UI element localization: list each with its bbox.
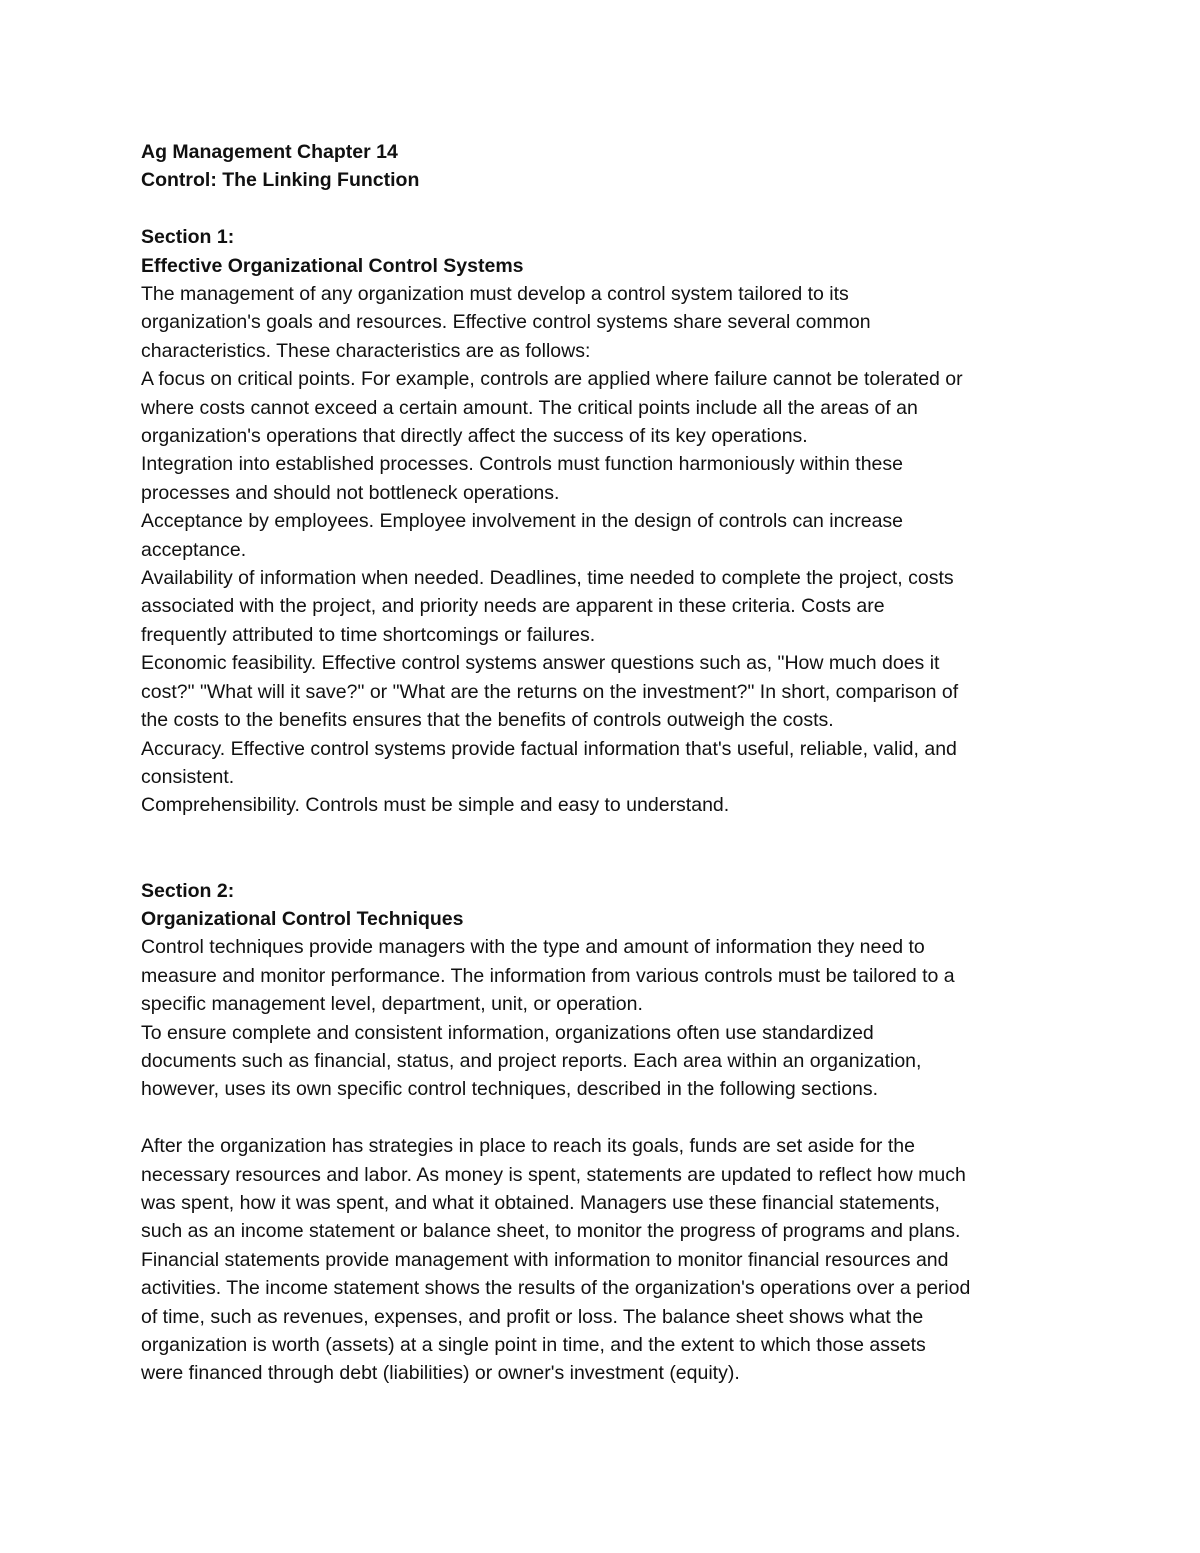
body-line: frequently attributed to time shortcomings or failures.: [141, 623, 596, 646]
section-1-heading: Effective Organizational Control Systems: [141, 254, 524, 277]
body-line: measure and monitor performance. The information from various controls must be tailored to a: [141, 964, 955, 987]
body-line: associated with the project, and priority needs are apparent in these criteria. Costs are: [141, 595, 885, 618]
body-line: documents such as financial, status, and project reports. Each area within an organization,: [141, 1049, 922, 1072]
body-line: such as an income statement or balance sheet, to monitor the progress of programs and plans.: [141, 1220, 961, 1243]
body-line: Economic feasibility. Effective control systems answer questions such as, "How much does it: [141, 652, 940, 675]
body-line: After the organization has strategies in place to reach its goals, funds are set aside for the: [141, 1135, 915, 1158]
body-line: Comprehensibility. Controls must be simple and easy to understand.: [141, 794, 730, 817]
body-line: were financed through debt (liabilities) or owner's investment (equity).: [141, 1362, 740, 1385]
body-line: A focus on critical points. For example, controls are applied where failure cannot be tolerated or: [141, 368, 963, 391]
body-line: however, uses its own specific control techniques, described in the following sections.: [141, 1078, 879, 1101]
document-title: Ag Management Chapter 14: [141, 141, 398, 163]
body-line: characteristics. These characteristics are as follows:: [141, 339, 591, 362]
body-line: processes and should not bottleneck operations.: [141, 481, 560, 504]
body-line: To ensure complete and consistent information, organizations often use standardized: [141, 1021, 874, 1044]
document-page: [141, 138, 1071, 1388]
body-line: consistent.: [141, 765, 235, 788]
body-line: where costs cannot exceed a certain amount. The critical points include all the areas of an: [141, 396, 918, 419]
section-1: [141, 223, 1071, 820]
section-1-label: Section 1:: [141, 226, 235, 249]
body-line: acceptance.: [141, 538, 247, 561]
spacer: [141, 195, 1071, 223]
body-line: the costs to the benefits ensures that the benefits of controls outweigh the costs.: [141, 709, 834, 732]
body-line: The management of any organization must develop a control system tailored to its: [141, 283, 849, 306]
body-line: Financial statements provide management with information to monitor financial resources and: [141, 1248, 949, 1271]
body-line: Availability of information when needed. Deadlines, time needed to complete the project, costs: [141, 567, 954, 590]
body-line: organization's goals and resources. Effective control systems share several common: [141, 311, 871, 334]
body-line: of time, such as revenues, expenses, and profit or loss. The balance sheet shows what the: [141, 1305, 924, 1328]
body-line: Accuracy. Effective control systems provide factual information that's useful, reliable, valid, and: [141, 737, 957, 760]
body-line: organization's operations that directly affect the success of its key operations.: [141, 425, 808, 448]
document-subtitle: Control: The Linking Function: [141, 169, 420, 192]
spacer: [141, 1104, 1071, 1132]
body-line: organization is worth (assets) at a single point in time, and the extent to which those assets: [141, 1334, 926, 1357]
body-line: specific management level, department, unit, or operation.: [141, 993, 643, 1016]
spacer: [141, 820, 1071, 877]
body-line: Control techniques provide managers with the type and amount of information they need to: [141, 936, 925, 959]
section-2-label: Section 2:: [141, 879, 235, 902]
section-2-heading: Organizational Control Techniques: [141, 907, 464, 930]
section-2: [141, 877, 1071, 1388]
body-line: Acceptance by employees. Employee involvement in the design of controls can increase: [141, 510, 904, 533]
body-line: activities. The income statement shows the results of the organization's operations over a period: [141, 1277, 971, 1300]
body-line: cost?" "What will it save?" or "What are the returns on the investment?" In short, comparison of: [141, 680, 959, 703]
body-line: Integration into established processes. Controls must function harmoniously within these: [141, 453, 903, 476]
body-line: necessary resources and labor. As money is spent, statements are updated to reflect how much: [141, 1163, 966, 1186]
body-line: was spent, how it was spent, and what it obtained. Managers use these financial statements,: [141, 1191, 940, 1214]
